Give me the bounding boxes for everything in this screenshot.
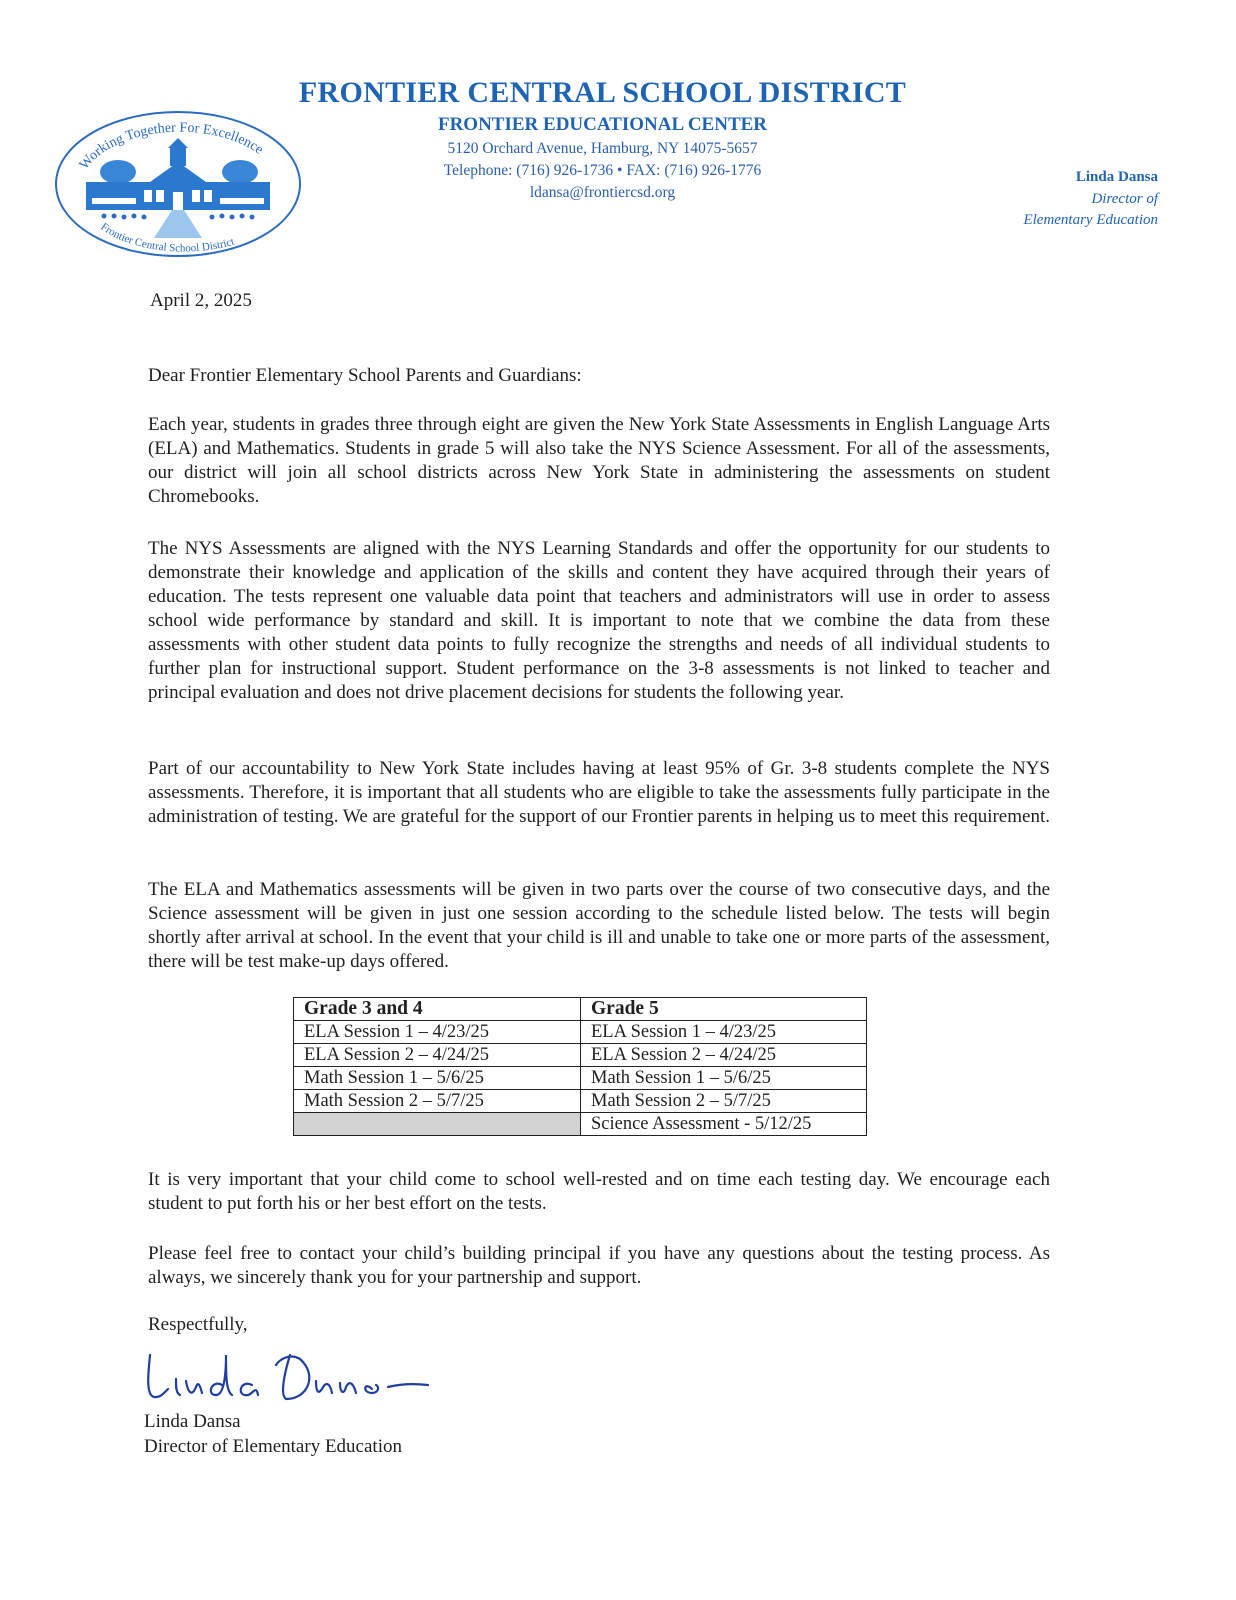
table-cell: ELA Session 1 – 4/23/25 — [294, 1021, 581, 1044]
signer-title: Director of Elementary Education — [144, 1436, 402, 1457]
paragraph: Part of our accountability to New York State includes having at least 95% of Gr. 3-8 students complete the NYS assessments. Therefore, it is important that all students who are eligible to take the assessments fully participate in the administration of testing. We are grateful for the support of our Frontier parents in helping us to meet this requirement. — [148, 758, 1050, 827]
paragraph: Please feel free to contact your child’s building principal if you have any questions about the testing process. As always, we sincerely thank you for your partnership and support. — [148, 1243, 1050, 1288]
table-row — [294, 1067, 867, 1090]
phone-fax: Telephone: (716) 926-1736 • FAX: (716) 926-1776 — [443, 162, 762, 179]
table-cell: Math Session 1 – 5/6/25 — [581, 1067, 867, 1090]
table-cell: Math Session 2 – 5/7/25 — [294, 1090, 581, 1113]
table-cell: ELA Session 2 – 4/24/25 — [581, 1044, 867, 1067]
closing: Respectfully, — [148, 1314, 248, 1335]
signer-name: Linda Dansa — [144, 1411, 241, 1432]
table-cell: Science Assessment - 5/12/25 — [581, 1113, 867, 1136]
handwritten-signature — [140, 1335, 440, 1415]
director-block — [1023, 167, 1158, 232]
logo-top-text: Working Together For Excellence — [76, 120, 266, 173]
table-row — [294, 1044, 867, 1067]
logo-bottom-text: Frontier Central School District — [98, 220, 236, 255]
letterhead — [290, 74, 915, 204]
table-header-row — [294, 998, 867, 1021]
paragraph: The NYS Assessments are aligned with the NYS Learning Standards and offer the opportunity for our students to demonstrate their knowledge and application of the skills and content they have acquired through their years of education. The tests represent one valuable data point that teachers and administrators will use in order to assess school wide performance by standard and skill. It is important to note that we combine the data from these assessments with other student data points to fully recognize the strengths and needs of all individual students to further plan for instructional support. Student performance on the 3-8 assessments is not linked to teacher and principal evaluation and does not drive placement decisions for students the following year. — [148, 538, 1050, 703]
column-header: Grade 5 — [581, 998, 867, 1021]
district-logo — [52, 108, 304, 260]
email-address: ldansa@frontiercsd.org — [529, 184, 676, 201]
address: 5120 Orchard Avenue, Hamburg, NY 14075-5657 — [447, 140, 758, 157]
table-row — [294, 1113, 867, 1136]
director-name: Linda Dansa — [1075, 169, 1158, 185]
table-row — [294, 1090, 867, 1113]
signature-block — [144, 1409, 402, 1459]
director-title-line2: Elementary Education — [1023, 212, 1158, 228]
district-name: FRONTIER CENTRAL SCHOOL DISTRICT — [298, 76, 907, 109]
column-header: Grade 3 and 4 — [294, 998, 581, 1021]
paragraph: It is very important that your child come to school well-rested and on time each testing day. We encourage each student to put forth his or her best effort on the tests. — [148, 1169, 1050, 1214]
director-title-line1: Director of — [1091, 190, 1158, 207]
letter-date: April 2, 2025 — [150, 290, 252, 311]
table-cell: ELA Session 2 – 4/24/25 — [294, 1044, 581, 1067]
center-name: FRONTIER EDUCATIONAL CENTER — [437, 114, 768, 135]
shaded-empty-cell — [294, 1113, 581, 1136]
table-cell: Math Session 1 – 5/6/25 — [294, 1067, 581, 1090]
paragraph: The ELA and Mathematics assessments will be given in two parts over the course of two consecutive days, and the Science assessment will be given in just one session according to the schedule listed below. The tests will begin shortly after arrival at school. In the event that your child is ill and unable to take one or more parts of the assessment, there will be test make-up days offered. — [148, 879, 1050, 972]
table-cell: ELA Session 1 – 4/23/25 — [581, 1021, 867, 1044]
table-cell: Math Session 2 – 5/7/25 — [581, 1090, 867, 1113]
paragraph: Each year, students in grades three through eight are given the New York State Assessments in English Language Arts (ELA) and Mathematics. Students in grade 5 will also take the NYS Science Assessment. For all of the assessments, our district will join all school districts across New York State in administering the assessments on student Chromebooks. — [148, 414, 1050, 507]
table-row — [294, 1021, 867, 1044]
salutation: Dear Frontier Elementary School Parents and Guardians: — [148, 365, 582, 386]
testing-schedule-table — [293, 997, 867, 1136]
